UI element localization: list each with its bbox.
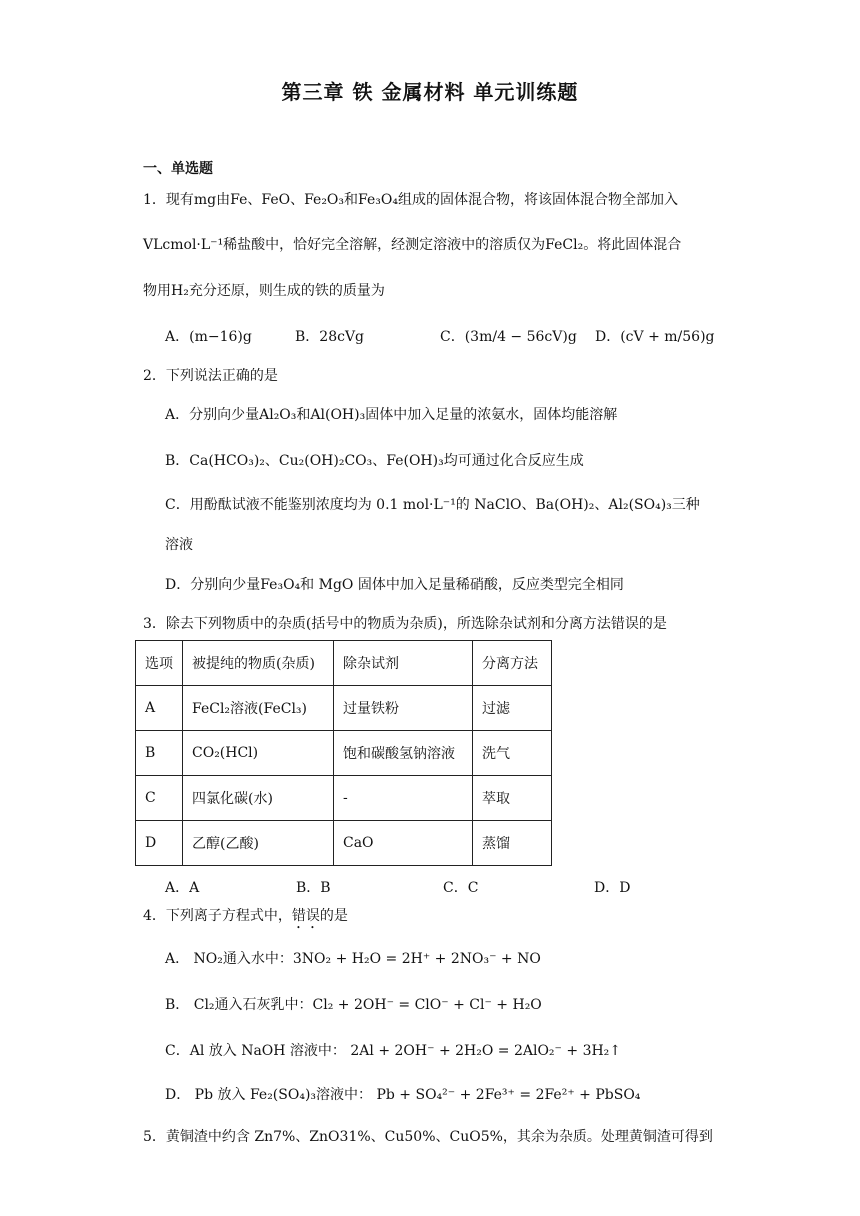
q4-option-a: A． NO₂通入水中：3NO₂ + H₂O = 2H⁺ + 2NO₃⁻ + NO [165,951,541,967]
q4-stem-post: 的是 [319,908,348,924]
q3-stem: 3．除去下列物质中的杂质(括号中的物质为杂质)，所选除杂试剂和分离方法错误的是 [143,616,667,632]
table-header-cell: 除杂试剂 [334,641,473,686]
q1-option-b: B．28cVg [295,329,365,345]
q2-option-c: C．用酚酞试液不能鉴别浓度均为 0.1 mol·L⁻¹的 NaClO、Ba(OH)₂、Al₂(SO₄)₃三种 [165,497,700,513]
q4-stem-emphasis: 错误 [291,908,320,924]
table-header-cell: 被提纯的物质(杂质) [183,641,334,686]
table-cell: 蒸馏 [473,821,552,866]
q4-stem [143,906,348,932]
table-header-cell: 分离方法 [473,641,552,686]
table-cell: A [136,686,183,731]
table-cell: C [136,776,183,821]
q2-option-b: B．Ca(HCO₃)₂、Cu₂(OH)₂CO₃、Fe(OH)₃均可通过化合反应生成 [165,453,584,469]
q3-table [135,640,552,866]
q1-option-d: D．(cV + m/56)g [595,329,715,345]
table-cell: 过滤 [473,686,552,731]
table-cell: 洗气 [473,731,552,776]
q2-option-a: A．分别向少量Al₂O₃和Al(OH)₃固体中加入足量的浓氨水，固体均能溶解 [165,407,618,423]
table-header-cell: 选项 [136,641,183,686]
table-cell: 萃取 [473,776,552,821]
table-cell: 四氯化碳(水) [183,776,334,821]
table-cell: 乙醇(乙酸) [183,821,334,866]
table-row [136,731,552,776]
table-cell: D [136,821,183,866]
q2-option-c-cont: 溶液 [165,537,193,553]
section-heading: 一、单选题 [143,161,213,177]
q3-answer-b: B．B [296,880,331,896]
table-cell: B [136,731,183,776]
table-cell: - [334,776,473,821]
q1-options [165,327,715,347]
q1-option-a: A．(m−16)g [165,329,252,345]
table-row [136,821,552,866]
table-row [136,686,552,731]
table-cell: CO₂(HCl) [183,731,334,776]
q1-line-1: 1．现有mg由Fe、FeO、Fe₂O₃和Fe₃O₄组成的固体混合物，将该固体混合物全部加入 [143,192,678,208]
table-cell: FeCl₂溶液(FeCl₃) [183,686,334,731]
q2-option-d: D．分别向少量Fe₃O₄和 MgO 固体中加入足量稀硝酸，反应类型完全相同 [165,577,624,593]
q3-answer-a: A．A [165,880,200,896]
q4-option-c: C．Al 放入 NaOH 溶液中： 2Al + 2OH⁻ + 2H₂O = 2AlO₂⁻ + 3H₂↑ [165,1043,622,1059]
table-cell: CaO [334,821,473,866]
table-row [136,776,552,821]
table-header-row [136,641,552,686]
page-title: 第三章 铁 金属材料 单元训练题 [281,80,579,104]
q3-answer-d: D．D [594,880,631,896]
table-cell: 过量铁粉 [334,686,473,731]
q2-stem: 2．下列说法正确的是 [143,368,278,384]
q4-stem-pre: 4．下列离子方程式中， [143,908,292,924]
table-cell: 饱和碳酸氢钠溶液 [334,731,473,776]
q1-option-c: C．(3m/4 − 56cV)g [440,329,577,345]
q4-option-b: B． Cl₂通入石灰乳中：Cl₂ + 2OH⁻ = ClO⁻ + Cl⁻ + H₂O [165,997,542,1013]
q1-line-2: VLcmol·L⁻¹稀盐酸中，恰好完全溶解，经测定溶液中的溶质仅为FeCl₂。将此固体混合 [143,237,682,253]
q1-line-3: 物用H₂充分还原，则生成的铁的质量为 [143,283,385,299]
q5-line-1: 5．黄铜渣中约含 Zn7%、ZnO31%、Cu50%、CuO5%，其余为杂质。处理黄铜渣可得到 [143,1129,713,1145]
q3-answer-c: C．C [443,880,479,896]
q4-option-d: D． Pb 放入 Fe₂(SO₄)₃溶液中： Pb + SO₄²⁻ + 2Fe³⁺ = 2Fe²⁺ + PbSO₄ [165,1087,641,1103]
